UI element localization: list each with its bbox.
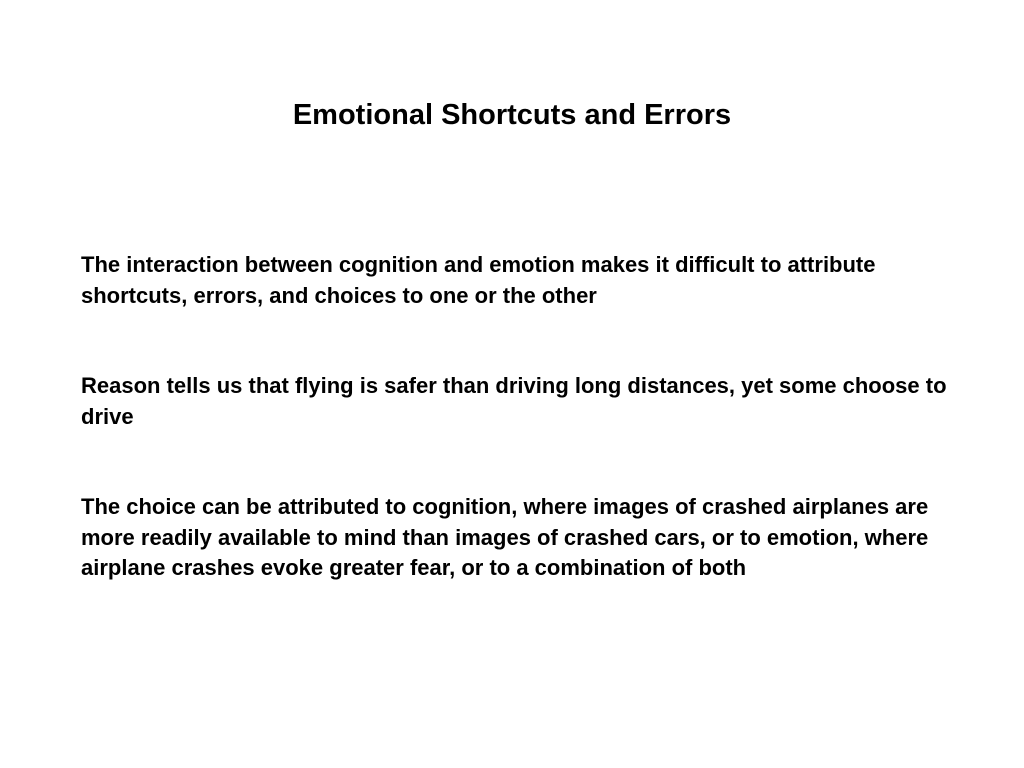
- bullet-item: Reason tells us that flying is safer than driving long distances, yet some choose to drive: [81, 373, 947, 429]
- bullet-item: The choice can be attributed to cognition, where images of crashed airplanes are more readily available to mind than images of crashed cars, or to emotion, where airplane crashes evoke greater fear, or to a combination of both: [81, 494, 929, 580]
- slide-body: [81, 250, 961, 584]
- bullet-item: The interaction between cognition and emotion makes it difficult to attribute shortcuts, errors, and choices to one or the other: [81, 252, 876, 308]
- slide-title: Emotional Shortcuts and Errors: [292, 99, 732, 131]
